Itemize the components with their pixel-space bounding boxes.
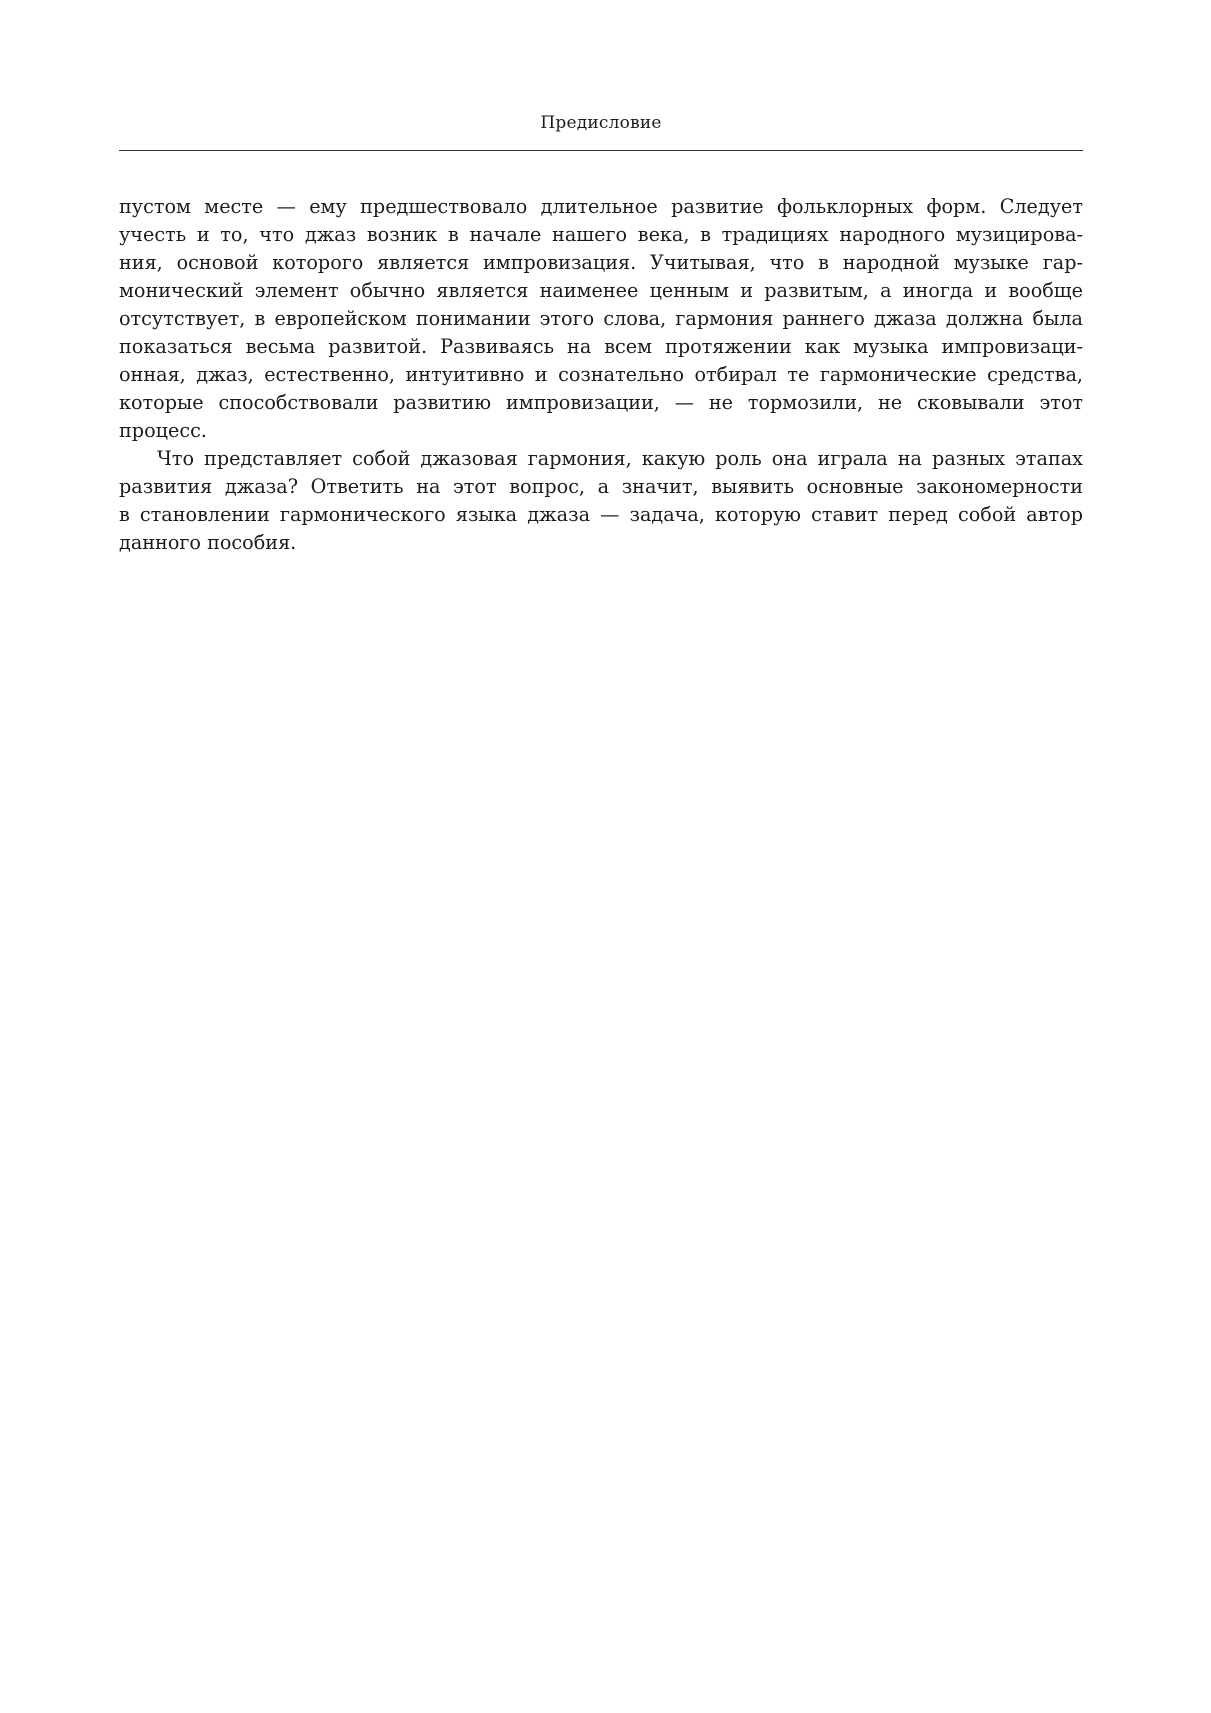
text-line: учесть и то, что джаз возник в начале нашего века, в традициях народного музицирова- — [119, 223, 1083, 246]
text-line: данного пособия. — [119, 531, 297, 554]
text-line: Что представляет собой джазовая гармония, какую роль она играла на разных этапах — [157, 447, 1083, 470]
text-line: показаться весьма развитой. Развиваясь на всем протяжении как музыка импровизаци- — [119, 335, 1083, 358]
text-line: онная, джаз, естественно, интуитивно и сознательно отбирал те гармонические средства, — [119, 363, 1083, 386]
text-line: ния, основой которого является импровизация. Учитывая, что в народной музыке гар- — [119, 251, 1083, 274]
text-line: пустом месте — ему предшествовало длительное развитие фольклорных форм. Следует — [119, 195, 1083, 218]
text-line: в становлении гармонического языка джаза — задача, которую ставит перед собой автор — [119, 503, 1083, 526]
paragraph — [119, 445, 1083, 557]
body-text — [119, 193, 1083, 557]
text-line: процесс. — [119, 419, 207, 442]
text-line: отсутствует, в европейском понимании этого слова, гармония раннего джаза должна была — [119, 307, 1083, 330]
header-rule — [119, 150, 1083, 151]
text-line: развития джаза? Ответить на этот вопрос, а значит, выявить основные закономерности — [119, 475, 1083, 498]
paragraph — [119, 193, 1083, 445]
text-line: монический элемент обычно является наименее ценным и развитым, а иногда и вообще — [119, 279, 1083, 302]
document-page — [119, 0, 1083, 1713]
text-line: которые способствовали развитию импровизации, — не тормозили, не сковывали этот — [119, 391, 1083, 414]
running-head: Предисловие — [540, 113, 662, 133]
